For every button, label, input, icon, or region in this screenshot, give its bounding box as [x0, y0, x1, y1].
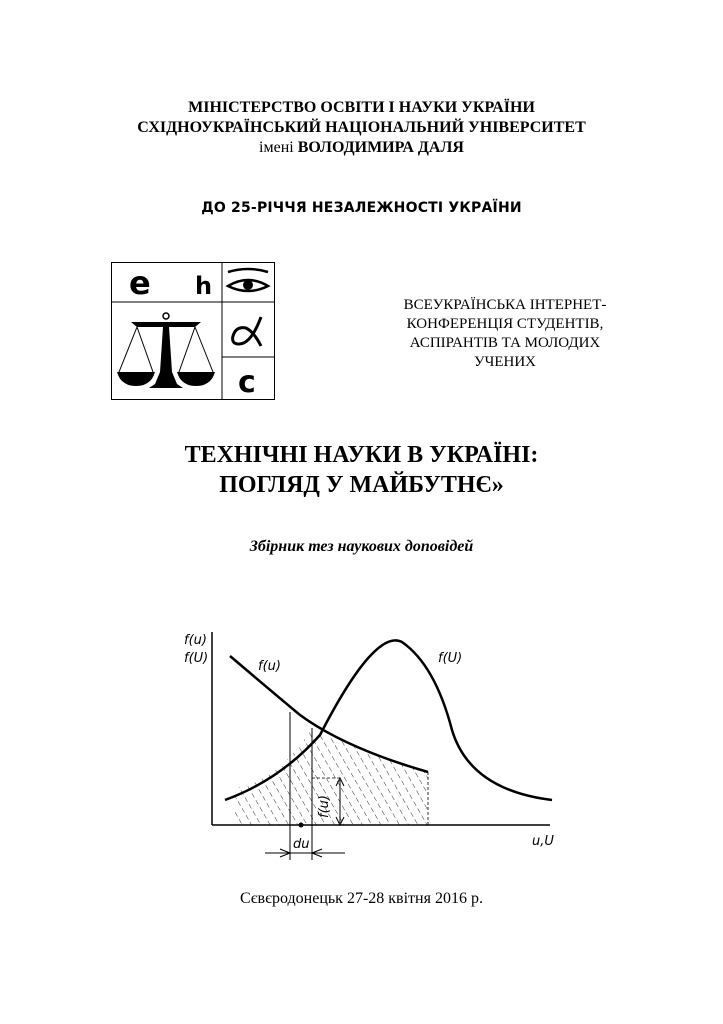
named-prefix: імені [259, 139, 294, 156]
collection-subtitle: Збірник тез наукових доповідей [249, 538, 474, 555]
curve-label-f-U: f(U) [438, 651, 463, 666]
scales-icon [117, 313, 215, 388]
logo-letter-e: e [129, 264, 151, 302]
ministry-line: МІНІСТЕРСТВО ОСВІТИ І НАУКИ УКРАЇНИ [188, 99, 535, 116]
conference-line: УЧЕНИХ [473, 354, 537, 370]
conference-info [370, 296, 640, 372]
curve-label-f-u: f(u) [258, 659, 281, 674]
conference-line: ВСЕУКРАЇНСЬКА ІНТЕРНЕТ- [403, 297, 607, 313]
y-axis-label-2: f(U) [184, 651, 209, 666]
university-logo [111, 262, 275, 400]
alpha-symbol-icon [233, 317, 261, 346]
y-axis-label-1: f(u) [184, 633, 207, 648]
du-label: du [293, 837, 310, 852]
title-line-2: ПОГЛЯД У МАЙБУТНЄ» [219, 472, 504, 498]
university-line: СХІДНОУКРАЇНСЬКИЙ НАЦІОНАЛЬНИЙ УНІВЕРСИТЕТ [137, 119, 586, 136]
named-after-line [0, 138, 723, 158]
distribution-graph [170, 620, 570, 870]
named-after: ВОЛОДИМИРА ДАЛЯ [297, 139, 464, 156]
conference-line: КОНФЕРЕНЦІЯ СТУДЕНТІВ, [406, 316, 604, 332]
conference-line: АСПІРАНТІВ ТА МОЛОДИХ [409, 335, 601, 351]
place-date: Сєвєродонецьк 27-28 квітня 2016 р. [240, 890, 483, 907]
fu-height-label: f(u) [317, 795, 332, 818]
logo-letter-c: c [238, 365, 256, 400]
conference-title [0, 440, 723, 500]
title-line-1: ТЕХНІЧНІ НАУКИ В УКРАЇНІ: [184, 442, 539, 468]
logo-letter-h: h [195, 272, 213, 300]
x-axis-label: u,U [532, 834, 554, 849]
jubilee-line: ДО 25-РІЧЧЯ НЕЗАЛЕЖНОСТІ УКРАЇНИ [201, 200, 522, 216]
eye-icon [228, 269, 268, 291]
header [0, 98, 723, 158]
